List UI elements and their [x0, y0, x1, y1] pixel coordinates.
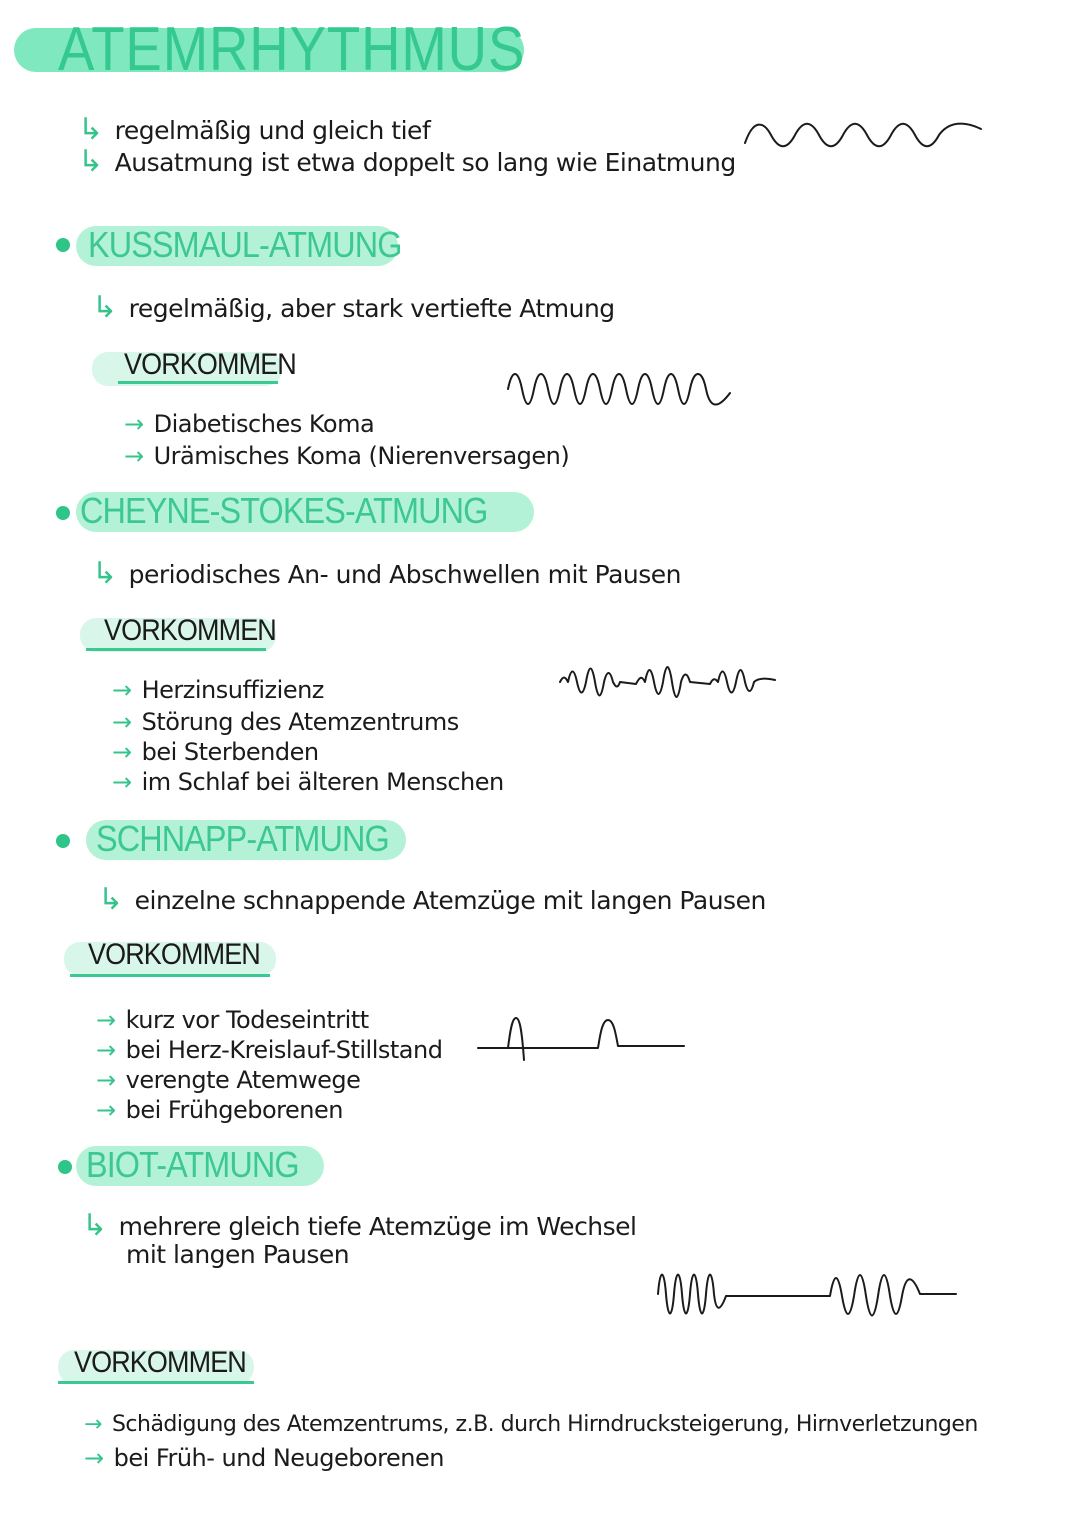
vorkommen-label: VORKOMMEN [88, 938, 260, 971]
bullet-icon [56, 238, 70, 252]
schnapp-wave-icon [478, 1012, 688, 1072]
intro-line-2: ↳ Ausatmung ist etwa doppelt so lang wie Einatmung [78, 144, 736, 179]
bullet-icon [56, 506, 70, 520]
vorkommen-label: VORKOMMEN [74, 1346, 246, 1379]
arrow-right-icon: → [84, 1444, 104, 1472]
vorkommen-label: VORKOMMEN [104, 614, 276, 647]
bullet-icon [56, 834, 70, 848]
heading-cheyne-stokes: CHEYNE-STOKES-ATMUNG [80, 490, 488, 531]
arrow-right-icon: → [96, 1036, 116, 1064]
hook-arrow-icon: ↳ [98, 882, 123, 917]
list-item: → bei Frühgeborenen [96, 1096, 343, 1124]
arrow-right-icon: → [112, 676, 132, 704]
arrow-right-icon: → [96, 1006, 116, 1034]
heading-biot: BIOT-ATMUNG [86, 1144, 299, 1185]
list-item: → bei Sterbenden [112, 738, 319, 766]
arrow-right-icon: → [84, 1412, 102, 1437]
arrow-right-icon: → [96, 1066, 116, 1094]
heading-schnapp: SCHNAPP-ATMUNG [96, 818, 389, 859]
hook-arrow-icon: ↳ [92, 556, 117, 591]
arrow-right-icon: → [112, 768, 132, 796]
vorkommen-underline [70, 974, 270, 977]
description-biot-line-1: ↳ mehrere gleich tiefe Atemzüge im Wechsel [82, 1208, 637, 1243]
kussmaul-wave-icon [508, 365, 738, 415]
biot-wave-icon [650, 1262, 960, 1332]
arrow-right-icon: → [124, 442, 144, 470]
description-cheyne-stokes: ↳ periodisches An- und Abschwellen mit Pausen [92, 556, 682, 591]
list-item: → kurz vor Todeseintritt [96, 1006, 369, 1034]
list-item: → Herzinsuffizienz [112, 676, 324, 704]
vorkommen-label: VORKOMMEN [124, 348, 296, 381]
vorkommen-underline [86, 648, 266, 651]
page-title: ATEMRHYTHMUS [58, 15, 526, 84]
description-schnapp: ↳ einzelne schnappende Atemzüge mit langen Pausen [98, 882, 766, 917]
hook-arrow-icon: ↳ [78, 112, 103, 147]
vorkommen-underline [58, 1381, 254, 1384]
arrow-right-icon: → [112, 738, 132, 766]
description-kussmaul: ↳ regelmäßig, aber stark vertiefte Atmung [92, 290, 615, 325]
cheyne-stokes-wave-icon [560, 660, 790, 710]
list-item: → Diabetisches Koma [124, 410, 375, 438]
arrow-right-icon: → [96, 1096, 116, 1124]
intro-line-1: ↳ regelmäßig und gleich tief [78, 112, 431, 147]
list-item: → bei Früh- und Neugeborenen [84, 1444, 444, 1472]
hook-arrow-icon: ↳ [82, 1208, 107, 1243]
arrow-right-icon: → [112, 708, 132, 736]
list-item: → Schädigung des Atemzentrums, z.B. durch Hirndrucksteigerung, Hirnverletzungen [84, 1412, 978, 1437]
description-biot-line-2: mit langen Pausen [126, 1240, 350, 1269]
list-item: → verengte Atemwege [96, 1066, 361, 1094]
hook-arrow-icon: ↳ [78, 144, 103, 179]
heading-kussmaul: KUSSMAUL-ATMUNG [88, 224, 402, 265]
hook-arrow-icon: ↳ [92, 290, 117, 325]
list-item: → bei Herz-Kreislauf-Stillstand [96, 1036, 443, 1064]
bullet-icon [58, 1160, 72, 1174]
list-item: → im Schlaf bei älteren Menschen [112, 768, 504, 796]
arrow-right-icon: → [124, 410, 144, 438]
list-item: → Störung des Atemzentrums [112, 708, 459, 736]
normal-breathing-wave-icon [745, 115, 985, 155]
list-item: → Urämisches Koma (Nierenversagen) [124, 442, 570, 470]
